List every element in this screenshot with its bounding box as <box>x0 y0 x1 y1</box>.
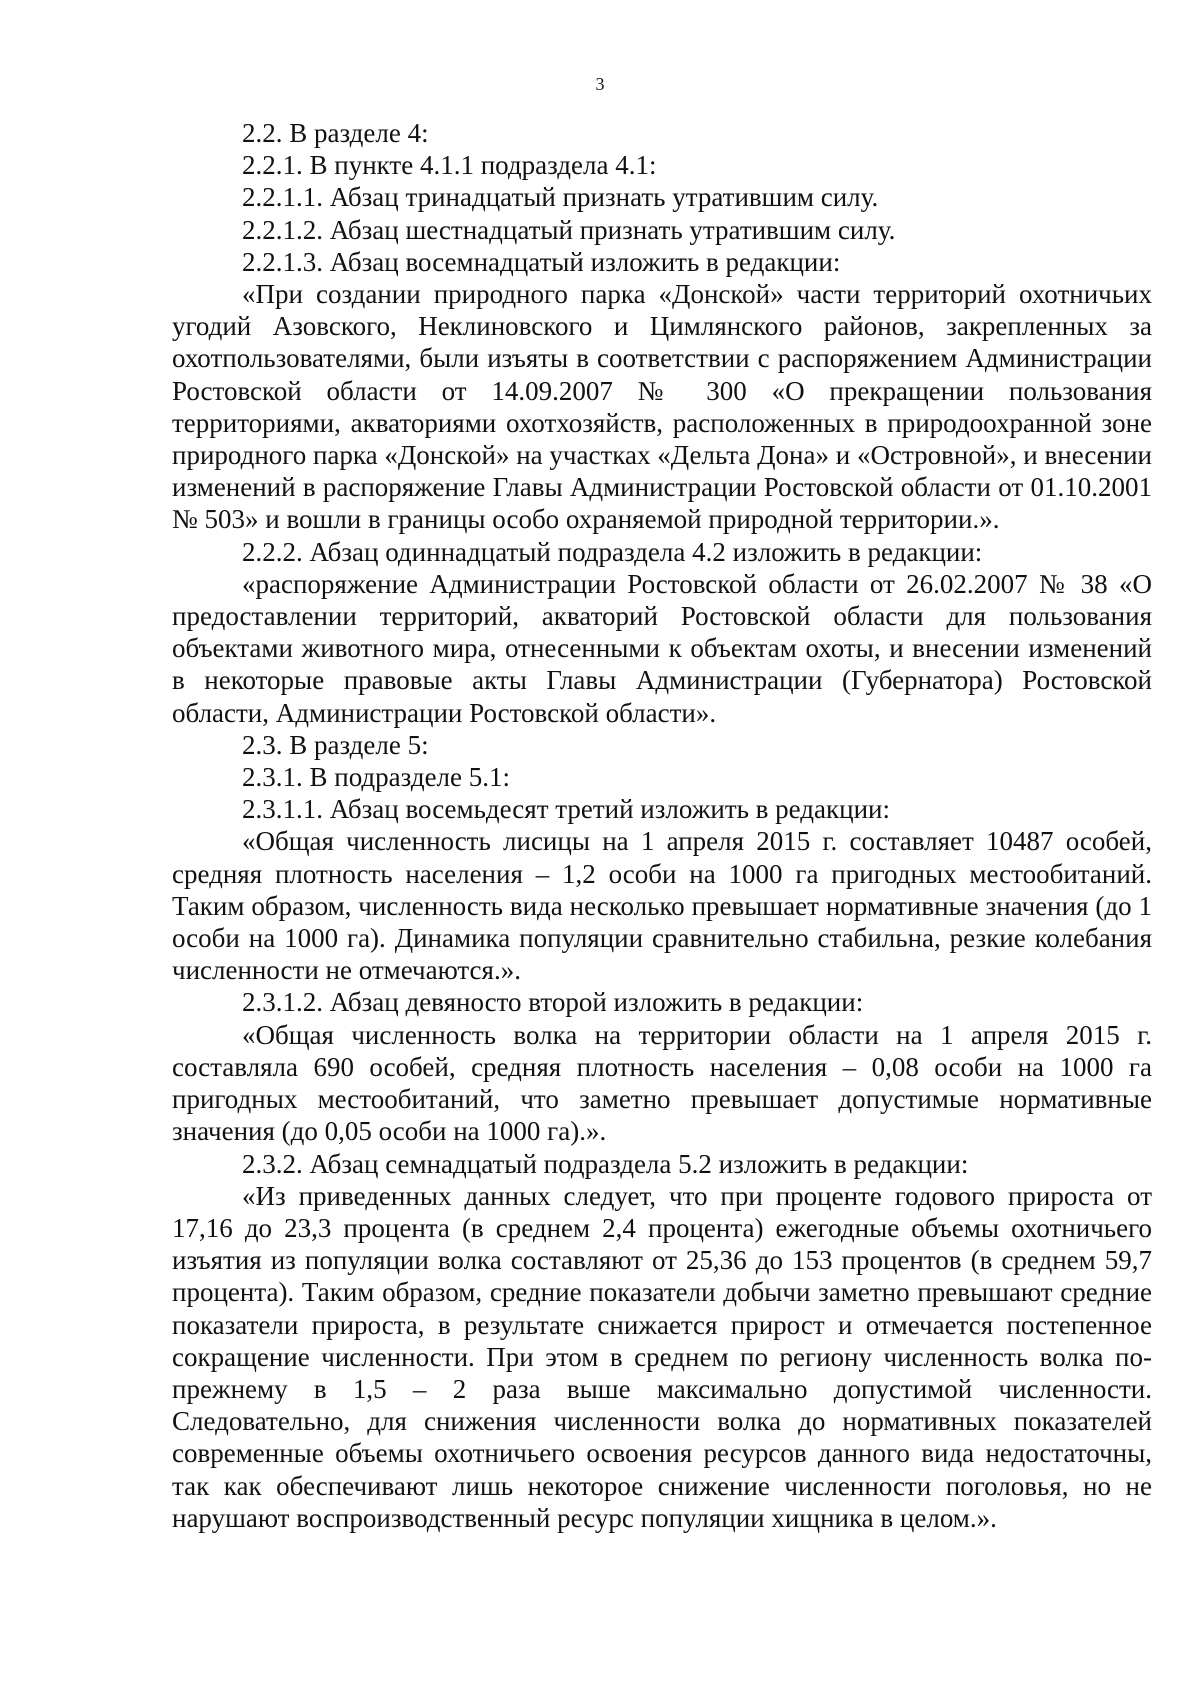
paragraph: 2.3.2. Абзац семнадцатый подраздела 5.2 изложить в редакции: <box>242 1148 969 1179</box>
paragraph: «Из приведенных данных следует, что при проценте годового прироста от 17,16 до 23,3 процента (в среднем 2,4 процента) ежегодные объемы охотничьего изъятия из популяции волка составляют от 25,36 до 153 процентов (в среднем 59,7 процента). Таким образом, средние показатели добычи заметно превышают средние показатели прироста, в результате снижается прирост и отмечается постепенное сокращение численности. При этом в среднем по региону численность волка по-прежнему в 1,5 – 2 раза выше максимально допустимой численности. Следовательно, для снижения численности волка до нормативных показателей современные объемы охотничьего освоения ресурсов данного вида недостаточны, так как обеспечивают лишь некоторое снижение численности поголовья, но не нарушают воспроизводственный ресурс популяции хищника в целом.». <box>172 1180 1152 1533</box>
page-number: 3 <box>595 74 605 94</box>
paragraph: 2.2. В разделе 4: <box>242 118 429 148</box>
paragraph: «распоряжение Администрации Ростовской области от 26.02.2007 № 38 «О предоставлении территорий, акваторий Ростовской области для пользования объектами животного мира, отнесенными к объектам охоты, и внесении изменений в некоторые правовые акты Главы Администрации (Губернатора) Ростовской области, Администрации Ростовской области». <box>172 568 1152 728</box>
paragraph: 2.3.1.2. Абзац девяносто второй изложить в редакции: <box>242 987 864 1018</box>
paragraph: 2.2.1. В пункте 4.1.1 подраздела 4.1: <box>242 150 657 181</box>
paragraph: 2.3.1. В подразделе 5.1: <box>242 762 511 793</box>
paragraph: «При создании природного парка «Донской» части территорий охотничьих угодий Азовского, Неклиновского и Цимлянского районов, закрепленных за охотпользователями, были изъяты в соответствии с распоряжением Администрации Ростовской области от 14.09.2007 № 300 «О прекращении пользования территориями, акваториями охотхозяйств, расположенных в природоохранной зоне природного парка «Донской» на участках «Дельта Дона» и «Островной», и внесении изменений в распоряжение Главы Администрации Ростовской области от 01.10.2001 № 503» и вошли в границы особо охраняемой природной территории.». <box>172 279 1152 535</box>
paragraph: «Общая численность лисицы на 1 апреля 2015 г. составляет 10487 особей, средняя плотность населения – 1,2 особи на 1000 га пригодных местообитаний. Таким образом, численность вида несколько превышает нормативные значения (до 1 особи на 1000 га). Динамика популяции сравнительно стабильна, резкие колебания численности не отмечаются.». <box>172 826 1152 986</box>
paragraph: 2.2.1.3. Абзац восемнадцатый изложить в редакции: <box>242 246 841 277</box>
paragraph: 2.2.2. Абзац одиннадцатый подраздела 4.2 изложить в редакции: <box>242 536 983 567</box>
document-body <box>172 117 1152 1534</box>
paragraph: 2.2.1.2. Абзац шестнадцатый признать утратившим силу. <box>242 214 896 245</box>
paragraph: 2.2.1.1. Абзац тринадцатый признать утратившим силу. <box>242 182 879 213</box>
paragraph: «Общая численность волка на территории области на 1 апреля 2015 г. составляла 690 особей, средняя плотность населения – 0,08 особи на 1000 га пригодных местообитаний, что заметно превышает допустимые нормативные значения (до 0,05 особи на 1000 га).». <box>172 1019 1152 1147</box>
paragraph: 2.3. В разделе 5: <box>242 729 429 760</box>
paragraph: 2.3.1.1. Абзац восемьдесят третий изложить в редакции: <box>242 794 890 825</box>
